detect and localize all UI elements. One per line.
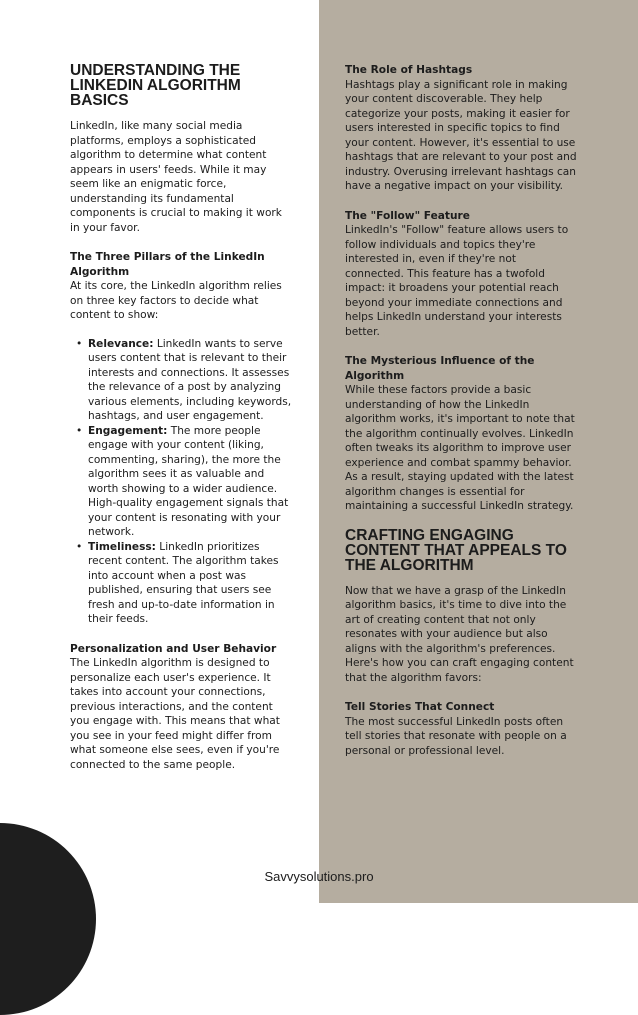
section-heading-crafting-content: CRAFTING ENGAGING CONTENT THAT APPEALS TO THE ALGORITHM xyxy=(345,526,567,574)
follow-title: The "Follow" Feature xyxy=(345,209,470,222)
mysterious-paragraph: While these factors provide a basic understanding of how the LinkedIn algorithm works, it's important to note that the algorithm continually evolves. LinkedIn often tweaks its algorithm to improve user experience and combat spammy behavior. As a result, staying updated with the latest algorithm changes is essential for maintaining a successful LinkedIn strategy. xyxy=(345,384,575,512)
pillars-title: The Three Pillars of the LinkedIn Algorithm xyxy=(70,251,265,278)
pillar-term: Relevance: xyxy=(88,337,154,350)
section-heading-algorithm-basics: UNDERSTANDING THE LINKEDIN ALGORITHM BASICS xyxy=(70,62,241,109)
crafting-paragraph: Now that we have a grasp of the LinkedIn algorithm basics, it's time to dive into the art of creating content that not only resonates with your audience but also aligns with the algorithm's preferences. Here's how you can craft engaging content that the algorithm favors: xyxy=(345,584,574,684)
personalization-title: Personalization and User Behavior xyxy=(70,642,277,655)
list-item xyxy=(88,424,292,540)
pillar-text: The more people engage with your content (liking, commenting, sharing), the more the algorithm sees it as valuable and worth showing to a wider audience. High-quality engagement signals that your content is resonating with your network. xyxy=(88,424,289,538)
right-column xyxy=(345,63,577,758)
follow-paragraph: LinkedIn's "Follow" feature allows users to follow individuals and topics they're interested in, even if they're not connected. This feature has a twofold impact: it broadens your potential reach beyond your immediate connections and helps LinkedIn understand your interests better. xyxy=(345,224,569,338)
list-item xyxy=(88,337,292,424)
personalization-paragraph: The LinkedIn algorithm is designed to personalize each user's experience. It takes into account your connections, previous interactions, and the content you engage with. This means that what you see in your feed might differ from what someone else sees, even if you're connected to the same people. xyxy=(70,657,280,771)
pillar-term: Engagement: xyxy=(88,424,168,437)
footer-brand: Savvysolutions.pro xyxy=(264,869,374,884)
hashtags-paragraph: Hashtags play a significant role in making your content discoverable. They help categorize your posts, making it easier for users interested in specific topics to find your content. However, it's essential to use hashtags that are relevant to your post and industry. Overusing irrelevant hashtags can have a negative impact on your visibility. xyxy=(345,78,577,192)
hashtags-title: The Role of Hashtags xyxy=(345,64,473,76)
pillars-intro: At its core, the LinkedIn algorithm relies on three key factors to decide what content to show: xyxy=(70,280,282,321)
pillars-list xyxy=(70,337,292,627)
mysterious-title: The Mysterious Influence of the Algorithm xyxy=(345,355,535,382)
intro-paragraph: LinkedIn, like many social media platforms, employs a sophisticated algorithm to determine what content appears in users' feeds. While it may seem like an enigmatic force, understanding its fundamental components is crucial to making it work in your favor. xyxy=(70,120,282,234)
stories-title: Tell Stories That Connect xyxy=(345,701,495,713)
pillar-text: LinkedIn wants to serve users content that is relevant to their interests and connections. It assesses the relevance of a post by analyzing various elements, including keywords, hashtags, and user engagement. xyxy=(88,337,292,422)
pillar-text: LinkedIn prioritizes recent content. The algorithm takes into account when a post was published, ensuring that users see fresh and up-to-date information in their feeds. xyxy=(88,540,279,625)
corner-decoration xyxy=(0,823,96,1015)
left-column xyxy=(70,63,292,772)
list-item xyxy=(88,540,292,627)
stories-paragraph: The most successful LinkedIn posts often tell stories that resonate with people on a personal or professional level. xyxy=(345,715,567,757)
pillar-term: Timeliness: xyxy=(88,540,156,553)
